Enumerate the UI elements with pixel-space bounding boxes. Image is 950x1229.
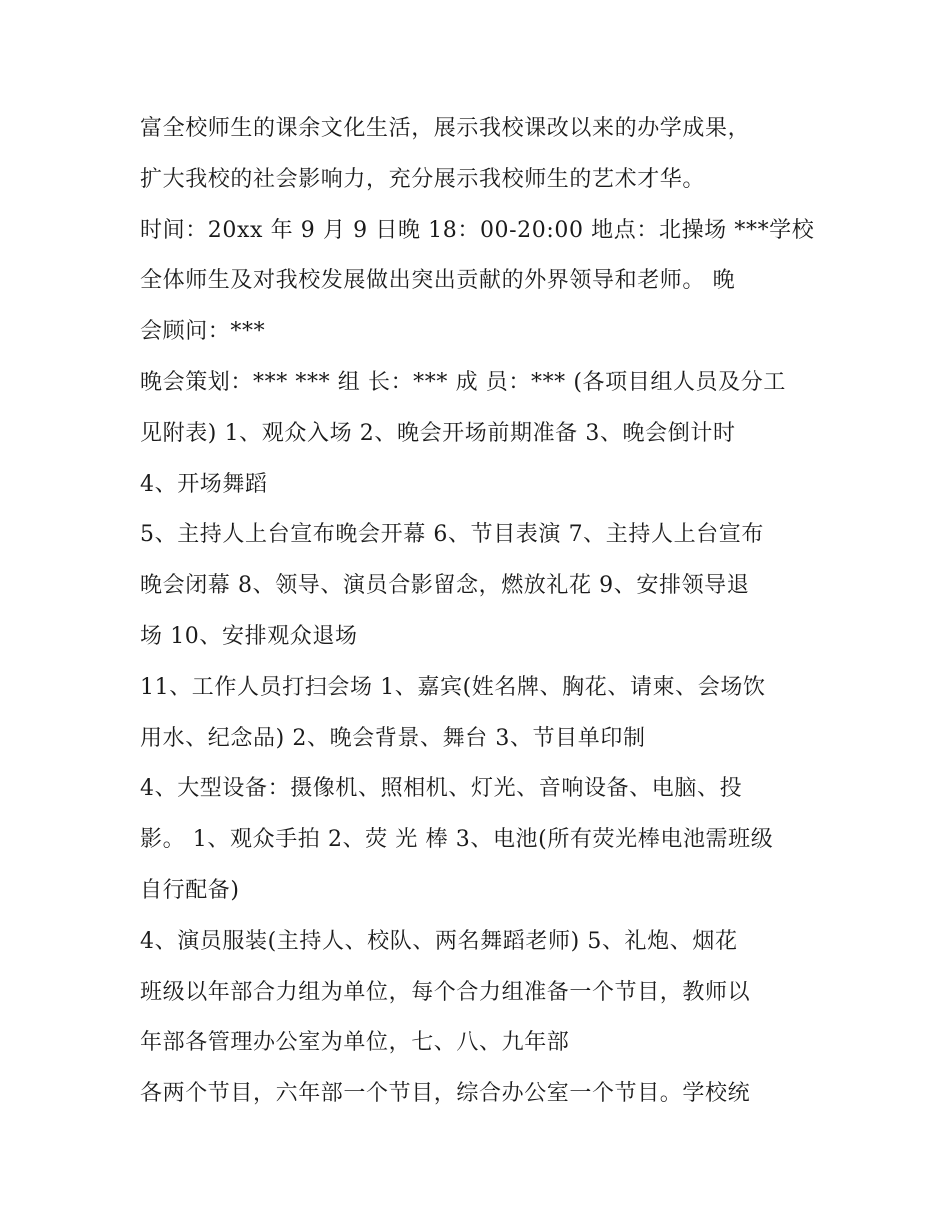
text-line: 4、大型设备：摄像机、照相机、灯光、音响设备、电脑、投 [140,776,743,802]
text-line: 年部各管理办公室为单位，七、八、九年部 [140,1030,570,1056]
text-line: 4、演员服装(主持人、校队、两名舞蹈老师) 5、礼炮、烟花 [140,928,738,954]
text-line: 见附表) 1、观众入场 2、晚会开场前期准备 3、晚会倒计时 [140,420,736,446]
text-line: 扩大我校的社会影响力，充分展示我校师生的艺术才华。 [140,166,706,192]
text-line: 晚会闭幕 8、领导、演员合影留念，燃放礼花 9、安排领导退 [140,573,750,599]
text-line: 会顾问：*** [140,319,266,345]
text-line: 自行配备) [140,877,240,903]
text-line: 晚会策划：*** *** 组 长：*** 成 员：*** (各项目组人员及分工 [140,369,786,395]
text-line: 用水、纪念品) 2、晚会背景、舞台 3、节目单印制 [140,725,646,751]
text-line: 4、开场舞蹈 [140,471,268,497]
text-line: 各两个节目，六年部一个节目，综合办公室一个节目。学校统 [140,1081,751,1107]
text-line: 富全校师生的课余文化生活，展示我校课改以来的办学成果， [140,116,751,141]
text-line: 场 10、安排观众退场 [140,623,358,649]
text-line: 影。 1、观众手拍 2、荧 光 棒 3、电池(所有荧光棒电池需班级 [140,827,774,853]
text-line: 时间：20xx 年 9 月 9 日晚 18：00-20:00 地点：北操场 ***学校 [140,217,815,243]
text-line: 5、主持人上台宣布晚会开幕 6、节目表演 7、主持人上台宣布 [140,522,764,548]
text-line: 班级以年部合力组为单位，每个合力组准备一个节目，教师以 [140,979,751,1005]
document-body [140,104,830,1120]
text-line: 全体师生及对我校发展做出突出贡献的外界领导和老师。 晚 [140,268,736,294]
text-line: 11、工作人员打扫会场 1、嘉宾(姓名牌、胸花、请柬、会场饮 [140,674,766,700]
